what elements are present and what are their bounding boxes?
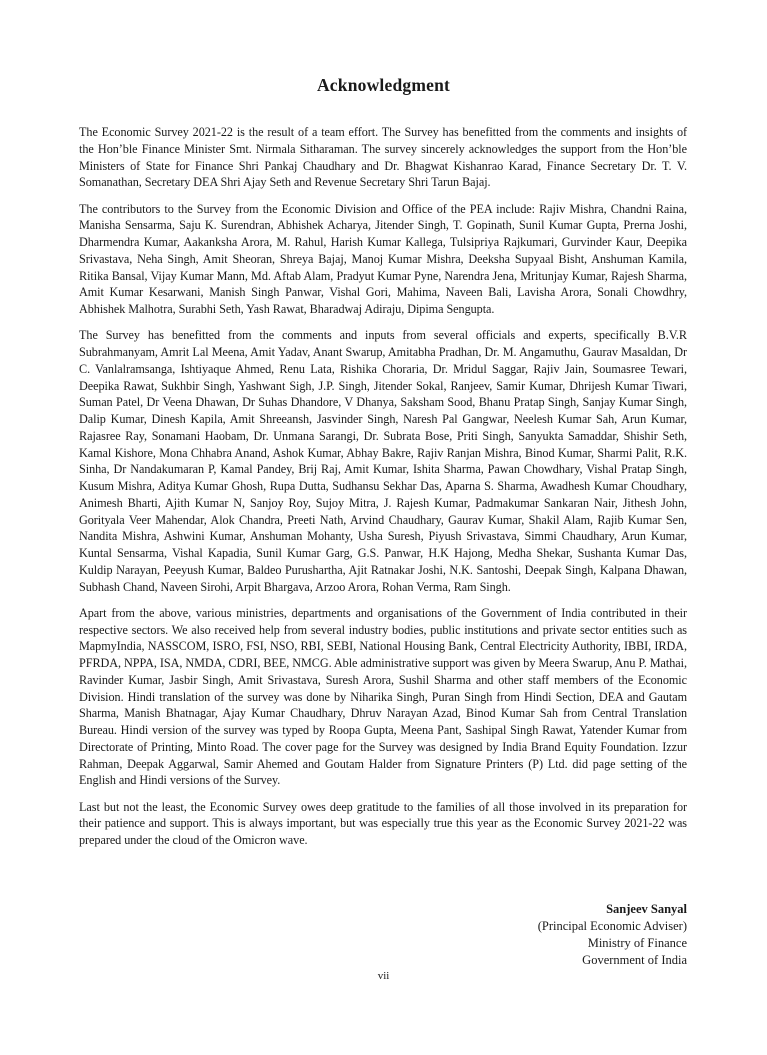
paragraph-officials: The Survey has benefitted from the comments and inputs from several officials and experts, specifically B.V.R Subrahmanyam, Amrit Lal Meena, Amit Yadav, Anant Swarup, Amitabha Pradhan, Dr. M. Angamuthu, Gaurav Masaldan, Dr C. Vanlalramsanga, Ishtiyaque Ahmed, Renu Lata, Rishika Choraria, Dr. Mridul Saggar, Rajiv Jain, Soumasree Tewari, Deepika Rawat, Sukhbir Singh, Yashwant Sigh, J.P. Singh, Jitender Sokal, Ranjeev, Samir Kumar, Dhrijesh Kumar Tiwari, Suman Patel, Dr Veena Dhawan, Dr Suhas Dhandore, V Dhanya, Saksham Sood, Bhanu Pratap Singh, Sanjay Kumar Singh, Dalip Kumar, Dinesh Kapila, Amit Shreeansh, Jasvinder Singh, Naresh Pal Gangwar, Neelesh Kumar Sah, Arun Kumar, Rajasree Ray, Sonamani Haobam, Dr. Unmana Sarangi, Dr. Subrata Bose, Priti Singh, Sanyukta Samaddar, Shishir Seth, Kamal Kishore, Mona Chhabra Anand, Ashok Kumar, Abhay Bakre, Rajiv Ranjan Mishra, Binod Kumar, Sharmi Palit, R.K. Sinha, Dr Nandakumaran P, Kamal Pandey, Brij Raj, Amit Kumar, Ishita Sharma, Pawan Chowdhary, Vishal Pratap Singh, Kusum Mishra, Aditya Kumar Ghosh, Rupa Dutta, Sudhansu Sekhar Das, Aparna S. Sharma, Awadhesh Kumar Choudhary, Animesh Bharti, Ajith Kumar N, Sanjoy Roy, Sujoy Mitra, J. Rajesh Kumar, Padmakumar Sankaran Nair, Jithesh John, Gorityala Veer Mahendar, Alok Chandra, Preeti Nath, Arvind Chaudhary, Gaurav Kumar, Shakil Alam, Rajib Kumar Sen, Nandita Mishra, Ashwini Kumar, Anshuman Mohanty, Usha Suresh, Piyush Srivastava, Simmi Chaudhary, Arun Kumar, Kuntal Sensarma, Vishal Kapadia, Sunil Kumar Garg, G.S. Panwar, H.K Hajong, Medha Shekar, Sushanta Kumar Das, Kuldip Narayan, Peeyush Kumar, Baldeo Purushartha, Ajit Ratnakar Joshi, N.K. Santoshi, Deepak Singh, Kalpana Dhawan, Subhash Chand, Naveen Sirohi, Arpit Bhargava, Arzoo Arora, Rohan Verma, Ram Singh. xyxy=(79,328,687,594)
page-title: Acknowledgment xyxy=(316,75,451,95)
page-number: vii xyxy=(377,970,390,982)
signature-block xyxy=(538,901,687,969)
signatory-designation: (Principal Economic Adviser) xyxy=(537,919,687,933)
paragraph-closing: Last but not the least, the Economic Survey owes deep gratitude to the families of all those involved in its preparation for their patience and support. This is always important, but was especially true this year as the Economic Survey 2021-22 was prepared under the cloud of the Omicron wave. xyxy=(79,799,687,847)
document-body xyxy=(79,124,687,858)
paragraph-intro: The Economic Survey 2021-22 is the result of a team effort. The Survey has benefitted from the comments and insights of the Hon’ble Finance Minister Smt. Nirmala Sitharaman. The survey sincerely acknowledges the support from the Hon’ble Ministers of State for Finance Shri Pankaj Chaudhary and Dr. Bhagwat Kishanrao Karad, Finance Secretary Dr. T. V. Somanathan, Secretary DEA Shri Ajay Seth and Revenue Secretary Shri Tarun Bajaj. xyxy=(79,125,687,190)
signatory-government: Government of India xyxy=(582,953,687,967)
paragraph-contributors: The contributors to the Survey from the Economic Division and Office of the PEA include: Rajiv Mishra, Chandni Raina, Manisha Sensarma, Saju K. Surendran, Abhishek Acharya, Jitender Singh, T. Gopinath, Sunil Kumar Gupta, Prerna Joshi, Dharmendra Kumar, Aakanksha Arora, M. Rahul, Harish Kumar Kallega, Tulsipriya Rajkumari, Gurvinder Kaur, Deepika Srivastava, Neha Singh, Amit Sheoran, Shreya Bajaj, Manoj Kumar Mishra, Deeksha Supyaal Bisht, Anshuman Kamila, Ritika Bansal, Vijay Kumar Mann, Md. Aftab Alam, Pradyut Kumar Pyne, Narendra Jena, Mritunjay Kumar, Rajesh Sharma, Amit Kumar Kesarwani, Manish Singh Panwar, Vishal Gori, Mahima, Naveen Bali, Lavisha Arora, Sonali Chowdhry, Abhishek Malhotra, Surabhi Seth, Yash Rawat, Bharadwaj Adiraju, Dipima Sengupta. xyxy=(79,201,687,316)
signatory-ministry: Ministry of Finance xyxy=(587,936,687,950)
signatory-name: Sanjeev Sanyal xyxy=(606,902,687,916)
paragraph-ministries: Apart from the above, various ministries, departments and organisations of the Government of India contributed in their respective sectors. We also received help from several industry bodies, public institutions and private sector entities such as MapmyIndia, NASSCOM, ISRO, FSI, NSO, RBI, SEBI, National Housing Bank, Central Electricity Authority, IBBI, IRDA, PFRDA, NPPA, ISA, NMDA, CDRI, BEE, NMCG. Able administrative support was given by Meera Swarup, Anu P. Mathai, Ravinder Kumar, Jasbir Singh, Amit Srivastava, Suresh Arora, Sushil Sharma and other staff members of the Economic Division. Hindi translation of the survey was done by Niharika Singh, Puran Singh from Hindi Section, DEA and Gautam Sharma, Manish Bhatnagar, Ajay Kumar Chaudhary, Dhruv Narayan Azad, Binod Kumar Sah from Central Translation Bureau. Hindi version of the survey was typed by Roopa Gupta, Meena Pant, Sashipal Singh Rawat, Yatender Kumar from Directorate of Printing, Minto Road. The cover page for the Survey was designed by India Brand Equity Foundation. Izzur Rahman, Deepak Aggarwal, Samir Ahemed and Goutam Halder from Signature Printers (P) Ltd. did page setting of the English and Hindi versions of the Survey. xyxy=(79,605,687,788)
